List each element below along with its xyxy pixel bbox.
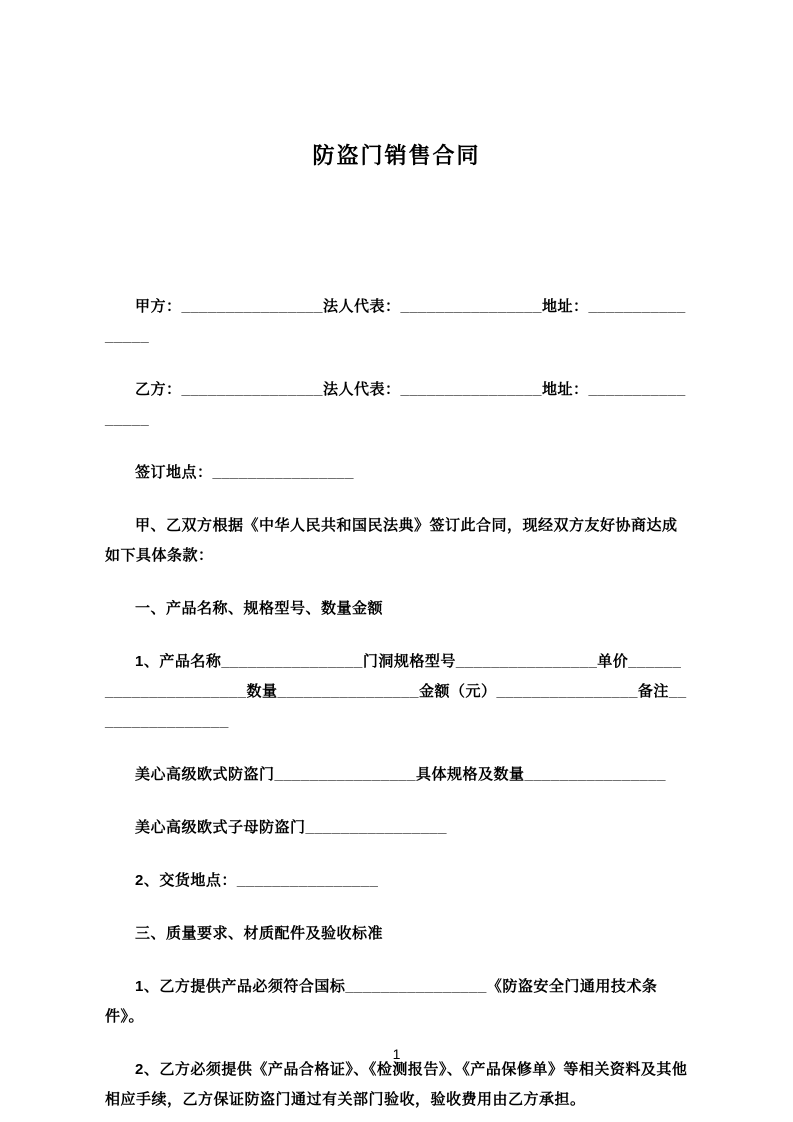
document-title: 防盗门销售合同	[312, 143, 481, 168]
quality-clause-1: 1、乙方提供产品必须符合国标________________《防盗安全门通用技术条件》。	[105, 978, 658, 1025]
product-line-1: 美心高级欧式防盗门________________具体规格及数量________________	[135, 766, 666, 783]
party-a-line: 甲方：________________法人代表：________________地址：________________	[105, 298, 686, 345]
product-spec-line: 1、产品名称________________门洞规格型号________________单价______________________数量________________金额（元）________________备注________________	[105, 653, 687, 730]
section-1-heading: 一、产品名称、规格型号、数量金额	[135, 600, 384, 617]
quality-clause-2: 2、乙方必须提供《产品合格证》、《检测报告》、《产品保修单》等相关资料及其他相应手续，乙方保证防盗门通过有关部门验收，验收费用由乙方承担。	[105, 1061, 688, 1108]
intro-paragraph: 甲、乙双方根据《中华人民共和国民法典》签订此合同，现经双方友好协商达成如下具体条款：	[105, 517, 678, 564]
party-b-line: 乙方：________________法人代表：________________地址：________________	[105, 381, 686, 428]
delivery-place-line: 2、交货地点：________________	[135, 872, 379, 889]
product-line-2: 美心高级欧式子母防盗门________________	[135, 819, 447, 836]
page-number: 1	[392, 1046, 401, 1062]
signing-place-line: 签订地点：________________	[135, 464, 354, 481]
section-3-heading: 三、质量要求、材质配件及验收标准	[135, 925, 384, 942]
